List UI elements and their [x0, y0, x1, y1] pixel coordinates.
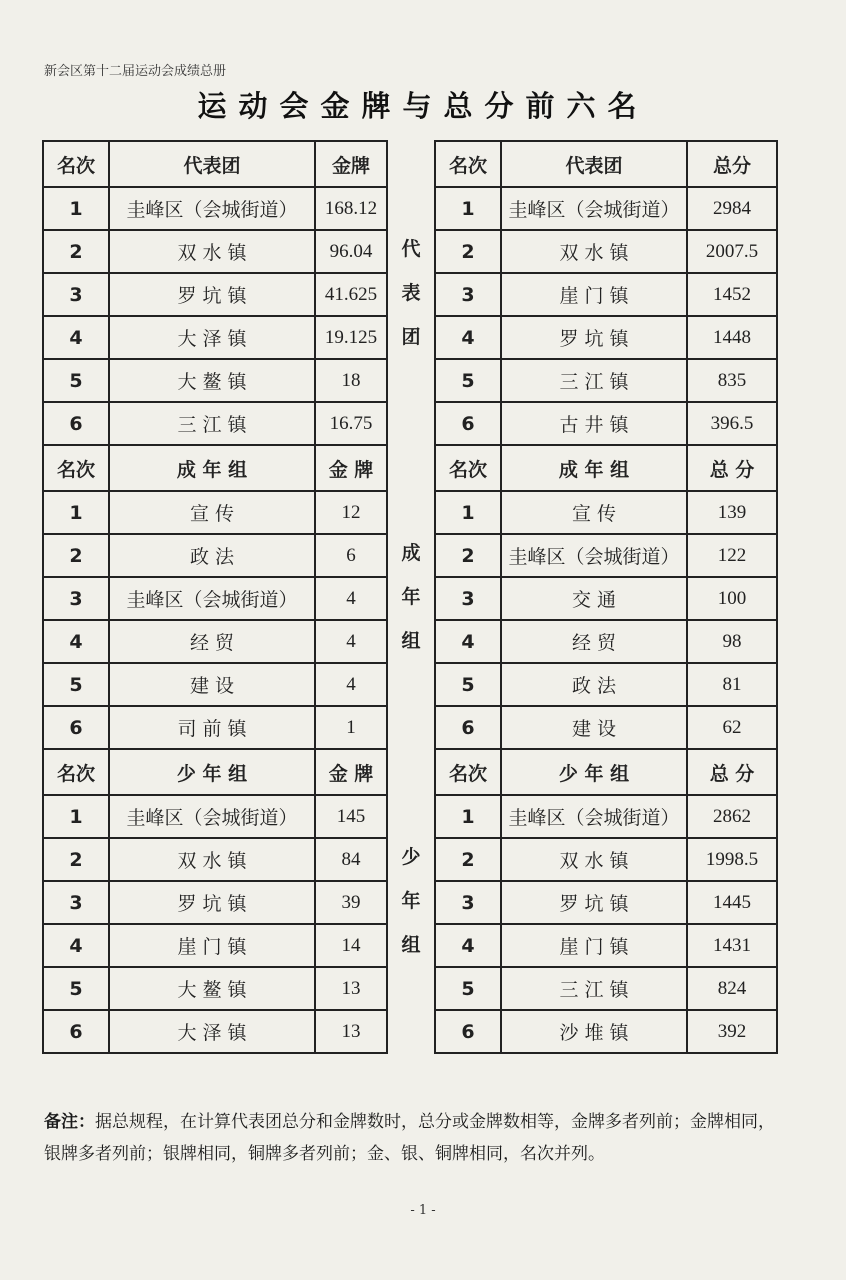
left-rank-cell: 2: [43, 534, 109, 577]
right-value-cell: 1445: [687, 881, 777, 924]
right-column-header: 总 分: [687, 749, 777, 795]
left-value-cell: 18: [315, 359, 387, 402]
left-value-cell: 13: [315, 967, 387, 1010]
left-value-cell: 4: [315, 620, 387, 663]
right-rank-cell: 6: [435, 402, 501, 445]
right-rank-cell: 5: [435, 359, 501, 402]
left-team-cell: 宣 传: [109, 491, 315, 534]
left-value-cell: 13: [315, 1010, 387, 1053]
right-team-cell: 罗 坑 镇: [501, 881, 687, 924]
left-team-cell: 大 泽 镇: [109, 1010, 315, 1053]
right-value-cell: 62: [687, 706, 777, 749]
section-label-char: 组: [401, 630, 421, 652]
left-rank-cell: 6: [43, 402, 109, 445]
left-team-cell: 圭峰区（会城街道）: [109, 187, 315, 230]
right-team-cell: 建 设: [501, 706, 687, 749]
right-column-header: 代表团: [501, 141, 687, 187]
right-team-cell: 古 井 镇: [501, 402, 687, 445]
right-rank-cell: 3: [435, 273, 501, 316]
left-team-cell: 圭峰区（会城街道）: [109, 577, 315, 620]
left-column-header: 名次: [43, 749, 109, 795]
left-rank-cell: 5: [43, 663, 109, 706]
right-team-cell: 双 水 镇: [501, 838, 687, 881]
left-rank-cell: 4: [43, 620, 109, 663]
right-rank-cell: 2: [435, 534, 501, 577]
left-column-header: 代表团: [109, 141, 315, 187]
left-team-cell: 大 泽 镇: [109, 316, 315, 359]
left-rank-cell: 5: [43, 967, 109, 1010]
right-value-cell: 98: [687, 620, 777, 663]
document-header: 新会区第十二届运动会成绩总册: [44, 64, 227, 79]
section-label: [387, 141, 435, 445]
right-value-cell: 835: [687, 359, 777, 402]
right-team-cell: 经 贸: [501, 620, 687, 663]
left-rank-cell: 1: [43, 795, 109, 838]
section-label-char: 年: [401, 586, 421, 608]
left-value-cell: 145: [315, 795, 387, 838]
footnote-label: 备注：: [44, 1112, 95, 1132]
section-label-char: 代: [401, 238, 421, 260]
section-label-char: 年: [401, 890, 421, 912]
right-team-cell: 三 江 镇: [501, 967, 687, 1010]
left-team-cell: 大 鳌 镇: [109, 967, 315, 1010]
right-value-cell: 2984: [687, 187, 777, 230]
left-team-cell: 圭峰区（会城街道）: [109, 795, 315, 838]
right-rank-cell: 6: [435, 706, 501, 749]
left-team-cell: 大 鳌 镇: [109, 359, 315, 402]
right-value-cell: 1448: [687, 316, 777, 359]
left-value-cell: 14: [315, 924, 387, 967]
left-value-cell: 12: [315, 491, 387, 534]
left-value-cell: 6: [315, 534, 387, 577]
right-column-header: 名次: [435, 141, 501, 187]
footnote: [44, 1106, 784, 1170]
left-rank-cell: 2: [43, 838, 109, 881]
right-rank-cell: 3: [435, 881, 501, 924]
right-column-header: 成 年 组: [501, 445, 687, 491]
section-label: [387, 749, 435, 1053]
left-column-header: 金牌: [315, 141, 387, 187]
right-team-cell: 圭峰区（会城街道）: [501, 187, 687, 230]
right-rank-cell: 4: [435, 924, 501, 967]
left-column-header: 少 年 组: [109, 749, 315, 795]
right-column-header: 名次: [435, 749, 501, 795]
right-team-cell: 交 通: [501, 577, 687, 620]
section-label: [387, 445, 435, 749]
right-value-cell: 1998.5: [687, 838, 777, 881]
left-team-cell: 双 水 镇: [109, 838, 315, 881]
right-value-cell: 122: [687, 534, 777, 577]
left-team-cell: 罗 坑 镇: [109, 273, 315, 316]
left-value-cell: 168.12: [315, 187, 387, 230]
right-team-cell: 崖 门 镇: [501, 273, 687, 316]
page-number: - 1 -: [410, 1203, 436, 1218]
right-team-cell: 三 江 镇: [501, 359, 687, 402]
right-value-cell: 139: [687, 491, 777, 534]
left-rank-cell: 3: [43, 577, 109, 620]
right-value-cell: 824: [687, 967, 777, 1010]
right-rank-cell: 1: [435, 187, 501, 230]
left-value-cell: 1: [315, 706, 387, 749]
section-label-char: 成: [401, 542, 421, 564]
left-value-cell: 41.625: [315, 273, 387, 316]
right-column-header: 名次: [435, 445, 501, 491]
left-team-cell: 崖 门 镇: [109, 924, 315, 967]
right-rank-cell: 2: [435, 838, 501, 881]
section-label-char: 组: [401, 934, 421, 956]
left-rank-cell: 3: [43, 881, 109, 924]
footnote-text: 据总规程，在计算代表团总分和金牌数时，总分或金牌数相等，金牌多者列前；金牌相同，银牌多者列前；银牌相同，铜牌多者列前；金、银、铜牌相同，名次并列。: [44, 1112, 775, 1164]
right-value-cell: 1431: [687, 924, 777, 967]
left-team-cell: 司 前 镇: [109, 706, 315, 749]
section-label-char: 表: [401, 282, 421, 304]
right-rank-cell: 1: [435, 491, 501, 534]
left-column-header: 名次: [43, 141, 109, 187]
right-value-cell: 1452: [687, 273, 777, 316]
left-value-cell: 96.04: [315, 230, 387, 273]
section-header-row: [43, 141, 777, 187]
left-team-cell: 三 江 镇: [109, 402, 315, 445]
right-rank-cell: 6: [435, 1010, 501, 1053]
section-header-row: [43, 749, 777, 795]
left-rank-cell: 1: [43, 491, 109, 534]
left-rank-cell: 4: [43, 924, 109, 967]
left-value-cell: 19.125: [315, 316, 387, 359]
right-value-cell: 2862: [687, 795, 777, 838]
left-column-header: 金 牌: [315, 445, 387, 491]
left-value-cell: 4: [315, 577, 387, 620]
left-team-cell: 政 法: [109, 534, 315, 577]
left-team-cell: 经 贸: [109, 620, 315, 663]
left-value-cell: 39: [315, 881, 387, 924]
right-team-cell: 宣 传: [501, 491, 687, 534]
right-rank-cell: 3: [435, 577, 501, 620]
right-team-cell: 沙 堆 镇: [501, 1010, 687, 1053]
right-value-cell: 81: [687, 663, 777, 706]
section-label-char: 团: [401, 326, 421, 348]
right-column-header: 总 分: [687, 445, 777, 491]
left-column-header: 金 牌: [315, 749, 387, 795]
right-team-cell: 政 法: [501, 663, 687, 706]
left-team-cell: 罗 坑 镇: [109, 881, 315, 924]
left-column-header: 成 年 组: [109, 445, 315, 491]
left-rank-cell: 6: [43, 706, 109, 749]
left-rank-cell: 1: [43, 187, 109, 230]
right-column-header: 总分: [687, 141, 777, 187]
right-rank-cell: 5: [435, 663, 501, 706]
right-value-cell: 392: [687, 1010, 777, 1053]
right-rank-cell: 1: [435, 795, 501, 838]
left-rank-cell: 4: [43, 316, 109, 359]
right-rank-cell: 5: [435, 967, 501, 1010]
left-team-cell: 建 设: [109, 663, 315, 706]
right-column-header: 少 年 组: [501, 749, 687, 795]
section-label-char: 少: [401, 846, 421, 868]
left-team-cell: 双 水 镇: [109, 230, 315, 273]
section-header-row: [43, 445, 777, 491]
right-rank-cell: 4: [435, 620, 501, 663]
results-table: [42, 140, 778, 1054]
left-rank-cell: 5: [43, 359, 109, 402]
left-value-cell: 4: [315, 663, 387, 706]
right-team-cell: 崖 门 镇: [501, 924, 687, 967]
right-team-cell: 圭峰区（会城街道）: [501, 795, 687, 838]
right-team-cell: 双 水 镇: [501, 230, 687, 273]
right-value-cell: 100: [687, 577, 777, 620]
right-team-cell: 圭峰区（会城街道）: [501, 534, 687, 577]
right-rank-cell: 2: [435, 230, 501, 273]
results-table-container: [42, 140, 776, 1072]
left-column-header: 名次: [43, 445, 109, 491]
left-value-cell: 84: [315, 838, 387, 881]
right-team-cell: 罗 坑 镇: [501, 316, 687, 359]
right-value-cell: 396.5: [687, 402, 777, 445]
left-value-cell: 16.75: [315, 402, 387, 445]
left-rank-cell: 2: [43, 230, 109, 273]
page-title: 运动会金牌与总分前六名: [197, 89, 649, 123]
right-value-cell: 2007.5: [687, 230, 777, 273]
left-rank-cell: 3: [43, 273, 109, 316]
left-rank-cell: 6: [43, 1010, 109, 1053]
right-rank-cell: 4: [435, 316, 501, 359]
